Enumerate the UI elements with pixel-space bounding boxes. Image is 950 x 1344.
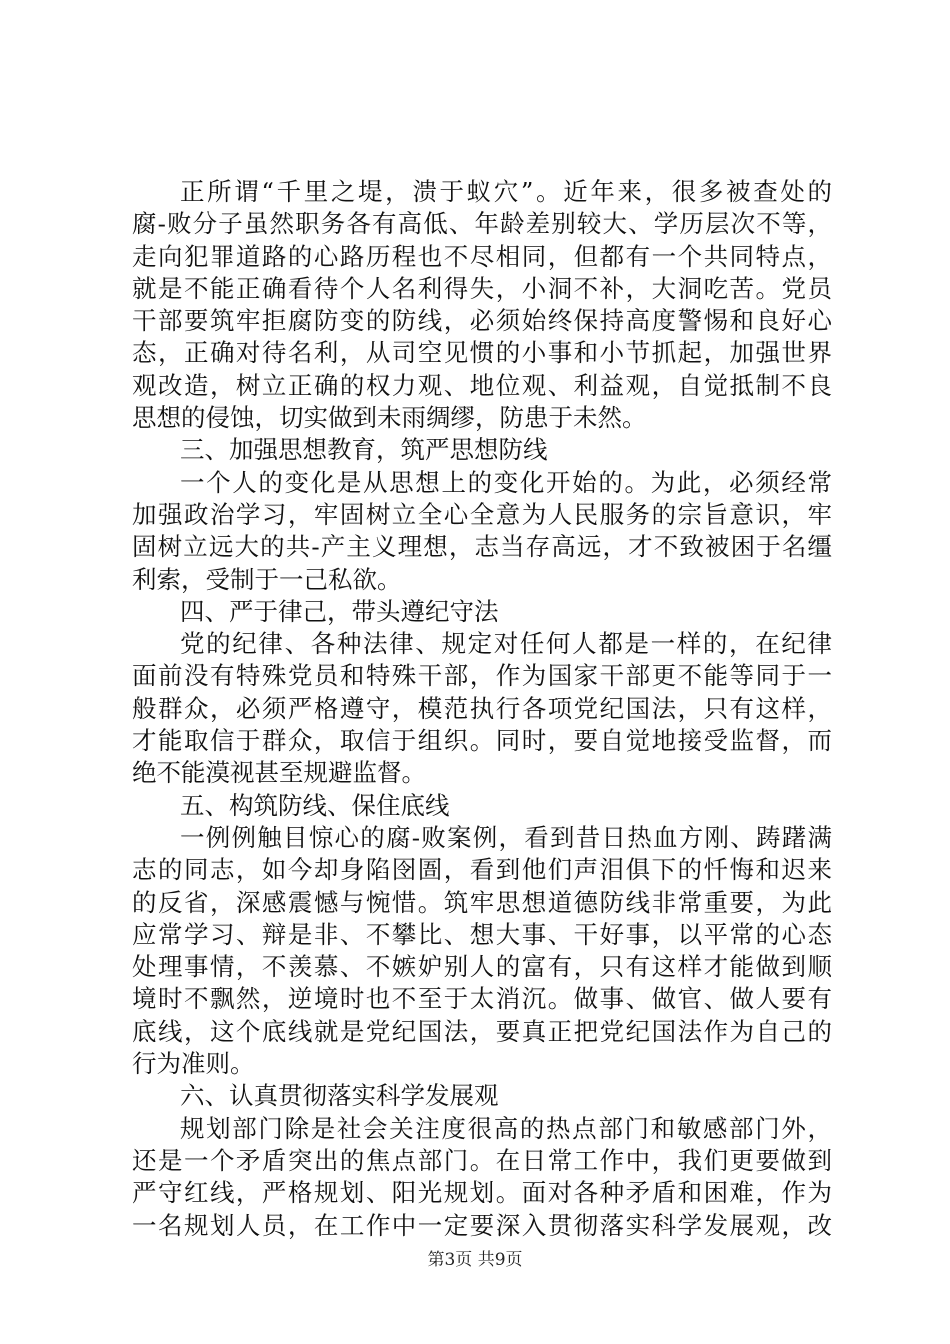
paragraph-line: 态，正确对待名利，从司空见惯的小事和小节抓起，加强世界: [132, 338, 832, 368]
paragraph-line: 规划部门除是社会关注度很高的热点部门和敏感部门外，: [180, 1113, 832, 1143]
paragraph-line: 的反省，深感震憾与惋惜。筑牢思想道德防线非常重要，为此: [132, 887, 832, 917]
paragraph-line: 绝不能漠视甚至规避监督。: [132, 758, 426, 788]
paragraph-line: 才能取信于群众，取信于组织。同时，要自觉地接受监督，而: [132, 726, 832, 756]
paragraph-line: 行为准则。: [132, 1049, 255, 1079]
paragraph-line: 底线，这个底线就是党纪国法，要真正把党纪国法作为自己的: [132, 1016, 832, 1046]
paragraph-line: 般群众，必须严格遵守，模范执行各项党纪国法，只有这样，: [132, 693, 832, 723]
paragraph-line: 干部要筑牢拒腐防变的防线，必须始终保持高度警惕和良好心: [132, 306, 832, 336]
paragraph-line: 加强政治学习，牢固树立全心全意为人民服务的宗旨意识，牢: [132, 499, 832, 529]
paragraph-line: 党的纪律、各种法律、规定对任何人都是一样的，在纪律: [180, 629, 832, 659]
page-footer: 第3页 共9页: [427, 1250, 523, 1270]
paragraph-line: 面前没有特殊党员和特殊干部，作为国家干部更不能等同于一: [132, 661, 832, 691]
section-heading: 四、严于律己，带头遵纪守法: [180, 596, 499, 626]
paragraph-line: 观改造，树立正确的权力观、地位观、利益观，自觉抵制不良: [132, 370, 832, 400]
paragraph-line: 一例例触目惊心的腐-败案例，看到昔日热血方刚、踌躇满: [180, 822, 832, 852]
paragraph-line: 一个人的变化是从思想上的变化开始的。为此，必须经常: [180, 467, 832, 497]
section-heading: 五、构筑防线、保住底线: [180, 790, 450, 820]
section-heading: 三、加强思想教育，筑严思想防线: [180, 435, 548, 465]
paragraph-line: 利索，受制于一己私欲。: [132, 564, 402, 594]
paragraph-line: 还是一个矛盾突出的焦点部门。在日常工作中，我们更要做到: [132, 1145, 832, 1175]
paragraph-line: 处理事情，不羡慕、不嫉妒别人的富有，只有这样才能做到顺: [132, 952, 832, 982]
document-body: [132, 176, 832, 1242]
paragraph-line: 志的同志，如今却身陷囹圄，看到他们声泪俱下的忏悔和迟来: [132, 855, 832, 885]
section-heading: 六、认真贯彻落实科学发展观: [180, 1081, 499, 1111]
paragraph-line: 应常学习、辩是非、不攀比、想大事、干好事，以平常的心态: [132, 919, 832, 949]
paragraph-line: 境时不飘然，逆境时也不至于太消沉。做事、做官、做人要有: [132, 984, 832, 1014]
paragraph-line: 思想的侵蚀，切实做到未雨绸缪，防患于未然。: [132, 403, 647, 433]
paragraph-line: 固树立远大的共-产主义理想，志当存高远，才不致被困于名缰: [132, 532, 832, 562]
paragraph-line: 一名规划人员，在工作中一定要深入贯彻落实科学发展观，改: [132, 1210, 832, 1240]
paragraph-line: 就是不能正确看待个人名利得失，小洞不补，大洞吃苦。党员: [132, 273, 832, 303]
paragraph-line: 严守红线，严格规划、阳光规划。面对各种矛盾和困难，作为: [132, 1178, 832, 1208]
paragraph-line: 走向犯罪道路的心路历程也不尽相同，但都有一个共同特点，: [132, 241, 832, 271]
paragraph-line: 正所谓“千里之堤，溃于蚁穴”。近年来，很多被查处的: [180, 177, 832, 206]
paragraph-line: 腐-败分子虽然职务各有高低、年龄差别较大、学历层次不等，: [132, 209, 832, 239]
